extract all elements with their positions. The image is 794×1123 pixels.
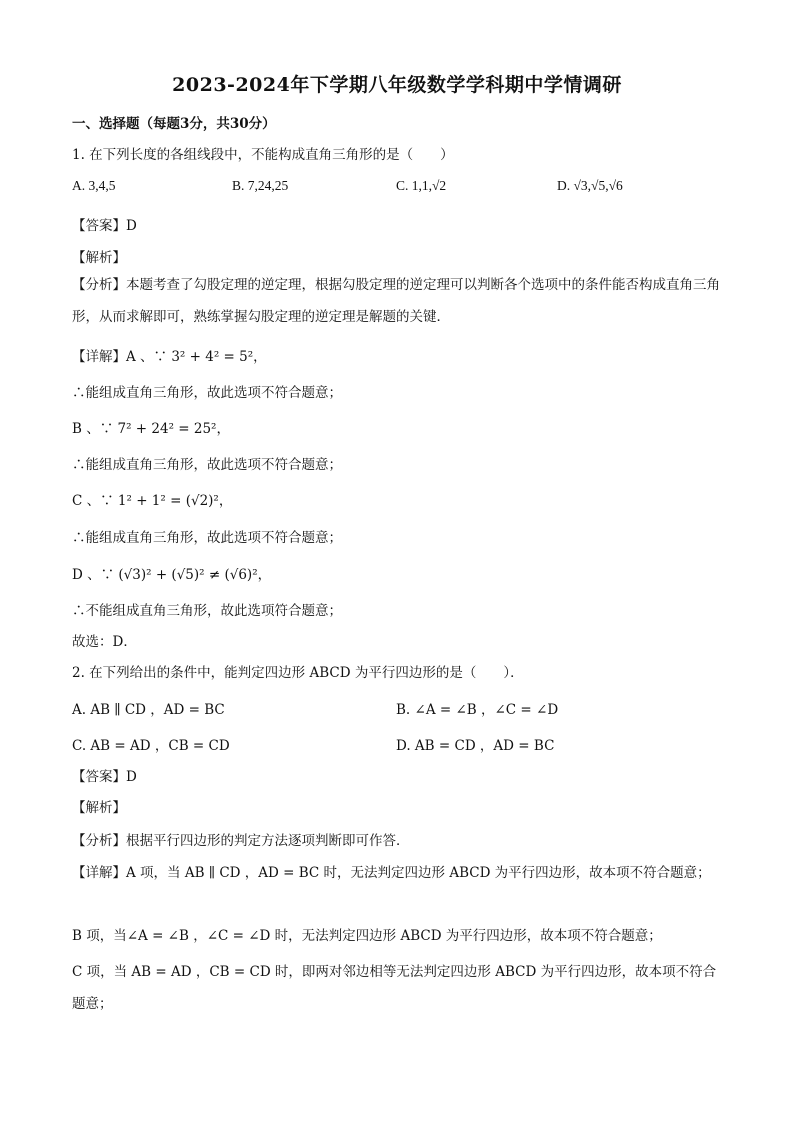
q1-result-c: ∴能组成直角三角形，故此选项不符合题意； — [72, 530, 342, 546]
q2-option-d: D. AB = CD ，AD = BC — [396, 738, 555, 754]
q1-option-c: C. 1,1,√2 — [396, 178, 447, 193]
q1-detail-a: 【详解】A 、∵ 3² + 4² = 5²， — [72, 349, 267, 365]
q2-option-b: B. ∠A = ∠B ，∠C = ∠D — [396, 702, 559, 718]
q2-analysis-heading: 【解析】 — [72, 800, 126, 816]
q1-fenxi: 【分析】本题考查了勾股定理的逆定理，根据勾股定理的逆定理可以判断各个选项中的条件能否构成直角三角形，从而求解即可，熟练掌握勾股定理的逆定理是解题的关键． — [72, 277, 720, 325]
q1-option-d: D. √3,√5,√6 — [557, 178, 623, 193]
page-title: 2023-2024年下学期八年级数学学科期中学情调研 — [172, 74, 622, 96]
q1-result-a: ∴能组成直角三角形，故此选项不符合题意； — [72, 385, 342, 401]
q1-option-a: A. 3,4,5 — [72, 178, 116, 193]
q1-choice: 故选：D． — [72, 634, 137, 650]
q1-detail-d: D 、∵ (√3)² + (√5)² ≠ (√6)²， — [72, 567, 272, 583]
q1-result-b: ∴能组成直角三角形，故此选项不符合题意； — [72, 457, 342, 473]
section-heading: 一、选择题（每题3分，共30分） — [72, 116, 276, 132]
q2-detail-c: C 项，当 AB = AD ，CB = CD 时，即两对邻边相等无法判定四边形 ABCD 为平行四边形，故本项不符合题意； — [72, 964, 717, 1012]
q2-option-a: A. AB ∥ CD ，AD = BC — [72, 702, 225, 718]
q2-option-c: C. AB = AD ，CB = CD — [72, 738, 230, 754]
q1-analysis-heading: 【解析】 — [72, 250, 126, 266]
q2-fenxi: 【分析】根据平行四边形的判定方法逐项判断即可作答． — [72, 833, 410, 849]
q1-result-d: ∴不能组成直角三角形，故此选项符合题意； — [72, 603, 342, 619]
q1-answer: 【答案】D — [72, 218, 137, 234]
q1-detail-b: B 、∵ 7² + 24² = 25²， — [72, 421, 230, 437]
q2-detail-a: 【详解】A 项，当 AB ∥ CD ，AD = BC 时，无法判定四边形 ABCD 为平行四边形，故本项不符合题意； — [72, 865, 711, 881]
q2-answer: 【答案】D — [72, 769, 137, 785]
q1-detail-c: C 、∵ 1² + 1² = (√2)²， — [72, 493, 233, 509]
q1-option-b: B. 7,24,25 — [232, 178, 289, 193]
q1-stem: 1. 在下列长度的各组线段中，不能构成直角三角形的是（ ） — [72, 147, 454, 163]
q2-stem: 2. 在下列给出的条件中，能判定四边形 ABCD 为平行四边形的是（ ）． — [72, 665, 524, 681]
q2-detail-b: B 项，当∠A = ∠B ，∠C = ∠D 时，无法判定四边形 ABCD 为平行四边形，故本项不符合题意； — [72, 928, 662, 944]
